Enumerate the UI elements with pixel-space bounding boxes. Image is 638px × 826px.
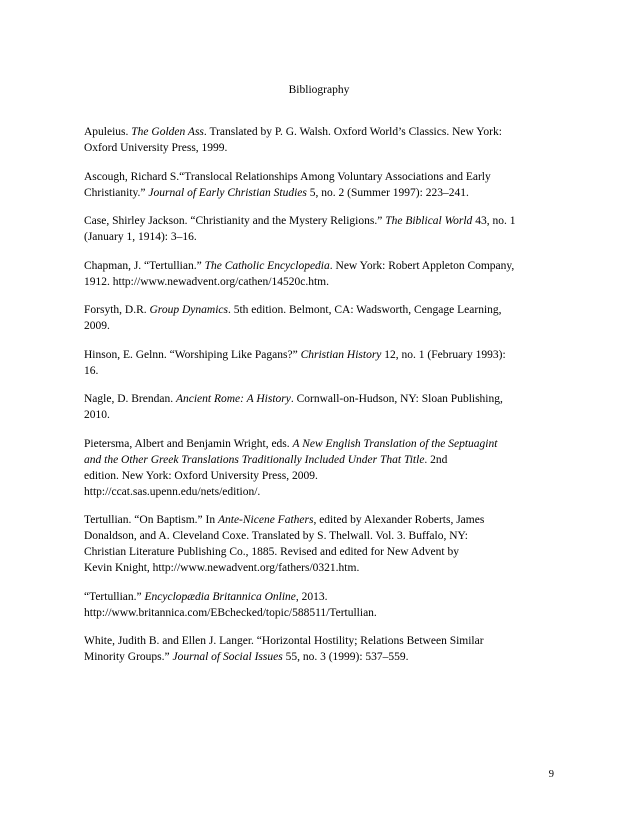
entry-text: . New York: Robert Appleton Company, xyxy=(329,259,515,272)
entry-text: (January 1, 1914): 3–16. xyxy=(84,231,197,243)
page-number: 9 xyxy=(548,769,554,780)
entry-text: Case, Shirley Jackson. “Christianity and the Mystery Religions.” xyxy=(84,215,386,227)
entry-line xyxy=(84,605,564,621)
entry-text: Chapman, J. “Tertullian.” xyxy=(84,259,205,272)
entry-text: , edited by Alexander Roberts, James xyxy=(313,514,485,526)
entry-text: Nagle, D. Brendan. xyxy=(84,393,176,405)
bibliography-entry xyxy=(84,124,564,156)
entry-text: http://www.britannica.com/EBchecked/topic/588511/Tertullian. xyxy=(84,606,377,619)
entry-text: 1912. http://www.newadvent.org/cathen/14520c.htm. xyxy=(84,275,329,288)
entry-title-italic: Ante-Nicene Fathers xyxy=(217,514,314,526)
entry-text: 16. xyxy=(84,364,99,377)
entry-line xyxy=(84,169,564,185)
entry-text: . Translated by P. G. Walsh. Oxford World’s Classics. New York: xyxy=(203,126,502,138)
bibliography-entry xyxy=(84,169,564,201)
entry-text: Christianity.” xyxy=(84,186,149,199)
entry-line xyxy=(84,258,564,274)
entry-text: . 2nd xyxy=(424,453,448,466)
entry-text: Tertullian. “On Baptism.” In xyxy=(84,514,218,526)
entry-line xyxy=(84,391,564,407)
entry-text: 2009. xyxy=(84,320,110,332)
entry-line xyxy=(84,452,564,468)
entry-line xyxy=(84,318,564,334)
entry-text: edition. New York: Oxford University Press, 2009. xyxy=(84,469,318,482)
entry-text: Hinson, E. Gelnn. “Worshiping Like Pagans?” xyxy=(84,348,301,361)
entry-line xyxy=(84,274,564,290)
entry-line xyxy=(84,484,564,500)
entry-text: 55, no. 3 (1999): 537–559. xyxy=(282,651,409,663)
entry-line xyxy=(84,363,564,379)
entry-text: Donaldson, and A. Cleveland Coxe. Translated by S. Thelwall. Vol. 3. Buffalo, NY: xyxy=(84,530,468,542)
entry-text: Apuleius. xyxy=(84,126,132,138)
entry-title-italic: Encyclopædia Britannica Online xyxy=(144,590,296,603)
entry-title-italic: Christian History xyxy=(300,348,382,361)
entry-text: Ascough, Richard S.“Translocal Relationships Among Voluntary Associations and Early xyxy=(84,170,491,183)
bibliography-entry xyxy=(84,347,564,379)
entry-text: “Tertullian.” xyxy=(84,590,145,603)
entry-text: 5, no. 2 (Summer 1997): 223–241. xyxy=(306,186,469,199)
entry-line xyxy=(84,302,564,318)
bibliography-entry xyxy=(84,436,564,500)
entry-text: , 2013. xyxy=(295,590,328,603)
entry-title-italic: Group Dynamics xyxy=(149,304,228,316)
entry-text: . Cornwall-on-Hudson, NY: Sloan Publishing, xyxy=(290,393,503,405)
entry-text: Minority Groups.” xyxy=(84,651,173,663)
bibliography-entry xyxy=(84,633,564,665)
entry-text: Christian Literature Publishing Co., 1885. Revised and edited for New Advent by xyxy=(84,546,459,558)
bibliography-entry xyxy=(84,589,564,621)
entry-line xyxy=(84,512,564,528)
entry-line xyxy=(84,229,564,245)
entry-title-italic: The Catholic Encyclopedia xyxy=(204,259,330,272)
entry-line xyxy=(84,436,564,452)
entry-title-italic: The Biblical World xyxy=(385,215,473,227)
entry-title-italic: A New English Translation of the Septuagint xyxy=(292,437,498,450)
entry-title-italic: The Golden Ass xyxy=(131,126,204,138)
bibliography-entry xyxy=(84,302,564,334)
bibliography-entry xyxy=(84,512,564,576)
entry-line xyxy=(84,140,564,156)
entry-title-italic: Journal of Early Christian Studies xyxy=(148,186,307,199)
entry-title-italic: Journal of Social Issues xyxy=(172,651,283,663)
bibliography-entry xyxy=(84,213,564,245)
entry-line xyxy=(84,213,564,229)
entry-line xyxy=(84,528,564,544)
entry-line xyxy=(84,589,564,605)
entry-text: http://ccat.sas.upenn.edu/nets/edition/. xyxy=(84,485,261,498)
entry-line xyxy=(84,468,564,484)
entry-text: 43, no. 1 xyxy=(472,215,516,227)
bibliography-entry xyxy=(84,258,564,290)
entry-line xyxy=(84,407,564,423)
entry-line xyxy=(84,649,564,665)
entry-text: Pietersma, Albert and Benjamin Wright, eds. xyxy=(84,437,293,450)
entry-text: Forsyth, D.R. xyxy=(84,304,150,316)
entry-line xyxy=(84,560,564,576)
entry-text: Kevin Knight, http://www.newadvent.org/fathers/0321.htm. xyxy=(84,562,360,574)
entry-line xyxy=(84,124,564,140)
entry-line xyxy=(84,185,564,201)
entry-text: Oxford University Press, 1999. xyxy=(84,142,228,154)
entry-line xyxy=(84,347,564,363)
entry-title-italic: Ancient Rome: A History xyxy=(175,393,291,405)
entry-text: . 5th edition. Belmont, CA: Wadsworth, Cengage Learning, xyxy=(227,304,502,316)
entry-text: 2010. xyxy=(84,409,110,421)
entry-line xyxy=(84,544,564,560)
entry-text: White, Judith B. and Ellen J. Langer. “Horizontal Hostility; Relations Between Similar xyxy=(84,635,484,647)
bibliography-entry xyxy=(84,391,564,423)
page-title: Bibliography xyxy=(288,84,350,96)
bibliography-list xyxy=(84,124,564,678)
entry-line xyxy=(84,633,564,649)
entry-text: 12, no. 1 (February 1993): xyxy=(381,348,506,361)
entry-title-italic: and the Other Greek Translations Traditionally Included Under That Title xyxy=(84,453,425,466)
